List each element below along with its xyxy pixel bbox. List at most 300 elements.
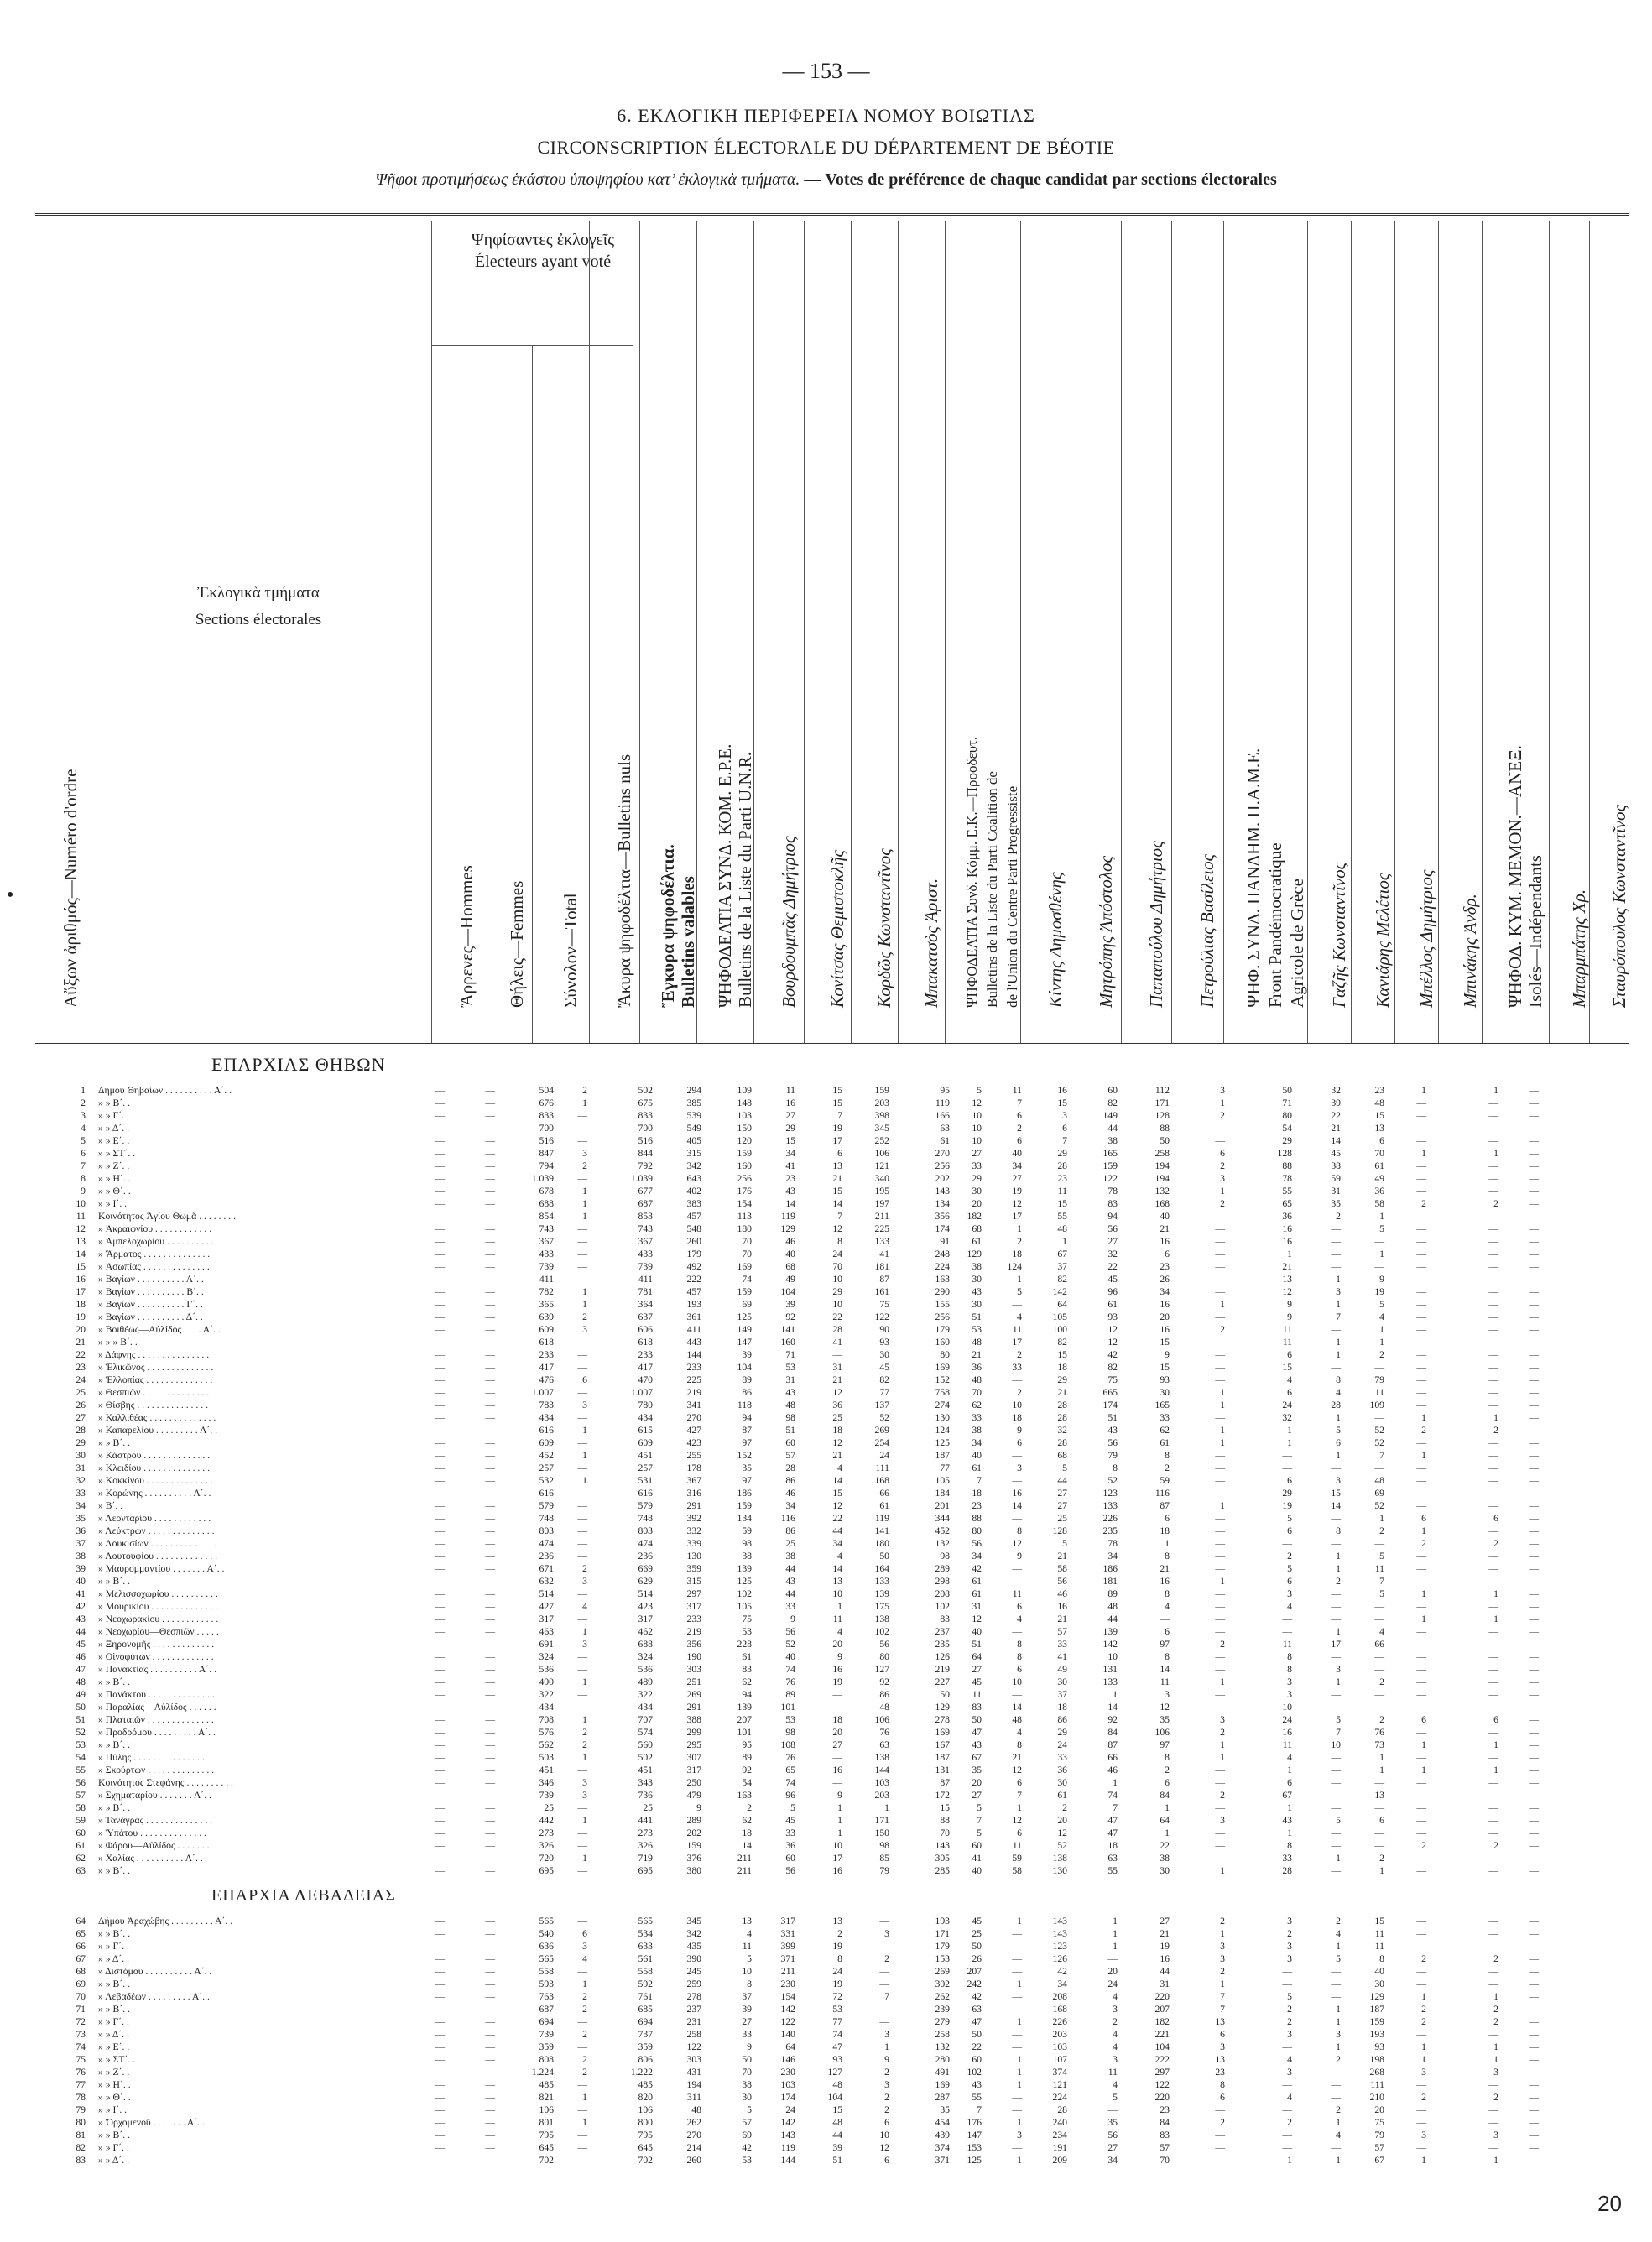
cell-cand-11: 3 [1336, 1664, 1341, 1675]
table-row [35, 1097, 1629, 1109]
cell-cand-7: 21 [1057, 1387, 1067, 1398]
cell-null: — [577, 1349, 587, 1360]
cell-cand-3: 16 [832, 1765, 842, 1775]
cell-cand-11: — [1331, 1614, 1341, 1624]
cell-null: 1 [582, 1198, 587, 1209]
cell-men: — [435, 1651, 445, 1662]
cell-cand-6: 12 [1012, 1765, 1022, 1775]
cell-cand-6: — [1012, 1299, 1022, 1310]
cell-erec: 345 [686, 1915, 701, 1927]
cell-independents: — [1416, 1853, 1426, 1864]
cell-total: 411 [539, 1274, 554, 1285]
cell-valid: 645 [638, 2141, 653, 2153]
cell-cand-11: 4 [1336, 1927, 1341, 1939]
cell-erec: 294 [686, 1085, 701, 1096]
cell-cand-2: 34 [785, 1500, 795, 1511]
cell-cand-10: 50 [1282, 1085, 1292, 1096]
section-name: » » Η΄. . [98, 1173, 131, 1184]
cell-independents: 2 [1421, 1198, 1426, 1209]
cell-cand-10: 16 [1282, 1223, 1292, 1234]
cell-cand-3: 27 [832, 1739, 842, 1750]
cell-men: — [435, 1765, 445, 1775]
table-row [35, 1235, 1629, 1248]
cell-pame: 23 [1160, 2104, 1170, 2115]
cell-cand-10: 6 [1287, 1777, 1292, 1788]
cell-cand-12: — [1374, 1261, 1384, 1272]
cell-women: — [485, 2028, 495, 2040]
cell-men: — [435, 1173, 445, 1184]
cell-cand-10: 15 [1282, 1362, 1292, 1373]
section-name: » Δάφνης . . . . . . . . . . . . . . . [98, 1349, 210, 1360]
cell-women: — [485, 1702, 495, 1713]
cell-cand-3: 4 [837, 1551, 842, 1562]
cell-pame: 8 [1165, 1752, 1170, 1763]
cell-null: — [577, 1965, 587, 1977]
cell-cand-7: 48 [1057, 1223, 1067, 1234]
cell-cand-3: 16 [832, 1664, 842, 1675]
cell-cand-4: 175 [874, 1601, 889, 1612]
cell-cand-9: — [1215, 1588, 1225, 1599]
subtitle-french: — Votes de préférence de chaque candidat par sections électorales [804, 170, 1277, 189]
cell-cand-5: 61 [972, 1463, 982, 1473]
cell-cand-11: 1 [1336, 1853, 1341, 1864]
cell-erec: 342 [686, 1160, 701, 1171]
cell-women: — [485, 1135, 495, 1146]
cell-cand-6: 2 [1017, 1387, 1022, 1398]
cell-valid: 364 [638, 1299, 653, 1310]
cell-independents: — [1416, 1160, 1426, 1171]
row-number: 41 [76, 1588, 86, 1599]
cell-cand-4: 93 [879, 1337, 889, 1348]
cell-cand-5: 63 [972, 2003, 982, 2015]
cell-cand-5: 27 [972, 1790, 982, 1801]
cell-cand-2: 65 [785, 1765, 795, 1775]
cell-pame: 1 [1165, 1827, 1170, 1838]
section-name: » Θεσπιῶν . . . . . . . . . . . . . . [98, 1387, 210, 1398]
cell-cand-6: — [1012, 1374, 1022, 1385]
cell-cand-9: — [1215, 1827, 1225, 1838]
cell-cand-6: 1 [1017, 2066, 1022, 2078]
row-number: 40 [76, 1576, 86, 1587]
cell-cand-13: 1 [1493, 2041, 1498, 2052]
cell-cand-3: 36 [832, 1400, 842, 1410]
cell-women: — [485, 1576, 495, 1587]
table-row [35, 1185, 1629, 1197]
cell-cand-11: 31 [1331, 1186, 1341, 1197]
cell-cand-10: 6 [1287, 1349, 1292, 1360]
cell-cand-6: — [1012, 1626, 1022, 1637]
cell-total: 821 [539, 2091, 554, 2103]
cell-cand-11: 1 [1336, 1274, 1341, 1285]
cell-valid: 367 [638, 1236, 653, 1247]
cell-cand-6: 18 [1012, 1412, 1022, 1423]
cell-cand-8: 94 [1107, 1211, 1118, 1222]
cell-men: — [435, 1211, 445, 1222]
cell-cand-3: 15 [832, 1488, 842, 1499]
cell-cand-5: 60 [972, 2053, 982, 2065]
cell-cand-10: 3 [1287, 1689, 1292, 1700]
section-name: » Οἰνοφύτων . . . . . . . . . . . . . [98, 1651, 214, 1662]
row-number: 32 [76, 1475, 86, 1486]
cell-cand-4: 225 [874, 1223, 889, 1234]
cell-cand-1: 4 [747, 1927, 752, 1939]
cell-cand-13: 2 [1493, 1840, 1498, 1851]
cell-valid: 669 [638, 1563, 653, 1574]
cell-cand-11: 8 [1336, 1374, 1341, 1385]
cell-total: 739 [539, 1261, 554, 1272]
cell-independents: 2 [1421, 2003, 1426, 2015]
cell-cand-2: 98 [785, 1412, 795, 1423]
cell-cand-13: — [1488, 1324, 1498, 1335]
cell-null: — [577, 1412, 587, 1423]
cell-cand-13: — [1488, 1777, 1498, 1788]
cell-cand-5: 34 [972, 1551, 982, 1562]
cell-women: — [485, 1727, 495, 1738]
cell-cand-8: 174 [1102, 1400, 1118, 1410]
cell-cand-7: 41 [1057, 1651, 1067, 1662]
cell-cand-7: 25 [1057, 1513, 1067, 1524]
cell-ek: 77 [940, 1463, 950, 1473]
cell-null: 2 [582, 1563, 587, 1574]
cell-cand-9: 2 [1220, 1110, 1225, 1121]
cell-cand-1: 228 [737, 1639, 752, 1650]
cell-cand-13: — [1488, 1752, 1498, 1763]
cell-cand-6: 1 [1017, 2116, 1022, 2128]
cell-cand-3: 19 [832, 1978, 842, 1989]
cell-cand-9: 1 [1220, 1425, 1225, 1436]
cell-ek: 35 [940, 2104, 950, 2115]
cell-null: — [577, 1915, 587, 1927]
cell-valid: 489 [638, 1676, 653, 1687]
cell-cand-8: 4 [1113, 1990, 1118, 2002]
cell-cand-9: 3 [1220, 1815, 1225, 1826]
table-row [35, 1789, 1629, 1801]
cell-null: 1 [582, 1815, 587, 1826]
cell-cand-5: 27 [972, 1148, 982, 1159]
cell-total: 801 [539, 2116, 554, 2128]
cell-valid: 719 [638, 1853, 653, 1864]
cell-cand-1: 113 [737, 1211, 752, 1222]
cell-cand-4: 66 [879, 1488, 889, 1499]
cell-men: — [435, 1311, 445, 1322]
cell-cand-4: 3 [884, 2028, 889, 2040]
cell-men: — [435, 1236, 445, 1247]
cell-men: — [435, 1525, 445, 1536]
cell-women: — [485, 1211, 495, 1222]
cell-null: — [577, 1437, 587, 1448]
cell-cand-7: 138 [1052, 1853, 1067, 1864]
cell-cand-11: 3 [1336, 1286, 1341, 1297]
row-number: 47 [76, 1664, 86, 1675]
cell-cand-6: — [1012, 2104, 1022, 2115]
cell-cand-4: 2 [884, 2091, 889, 2103]
cell-cand-13: — [1488, 1186, 1498, 1197]
cell-cand-4: 133 [874, 1576, 889, 1587]
cell-cand-4: 197 [874, 1198, 889, 1209]
cell-cand-5: 5 [977, 1085, 982, 1096]
cell-cand-10: 16 [1282, 1236, 1292, 1247]
cell-erec: 315 [686, 1148, 701, 1159]
cell-cand-13: — [1488, 1299, 1498, 1310]
cell-cand-10: 6 [1287, 1576, 1292, 1587]
cell-cand-7: 29 [1057, 1148, 1067, 1159]
header-candidate-6: Μητρόπης Ἀπόστολος [1071, 221, 1122, 1043]
cell-cand-2: 60 [785, 1437, 795, 1448]
cell-erec: 295 [686, 1739, 701, 1750]
cell-pame: 6 [1165, 1626, 1170, 1637]
cell-cand-5: 55 [972, 2091, 982, 2103]
cell-cand-8: 20 [1107, 1965, 1118, 1977]
cell-cand-2: 43 [785, 1576, 795, 1587]
row-number: 83 [76, 2154, 86, 2166]
cell-cand-5: 7 [977, 2104, 982, 2115]
cell-cand-1: 186 [737, 1488, 752, 1499]
cell-cand-10: 1 [1287, 1765, 1292, 1775]
cell-valid: 853 [638, 1211, 653, 1222]
cell-cand-4: 161 [874, 1286, 889, 1297]
cell-null: 1 [582, 1299, 587, 1310]
cell-cand-12: 129 [1369, 1990, 1384, 2002]
row-number: 26 [76, 1400, 86, 1410]
cell-cand-11: 21 [1331, 1123, 1341, 1134]
header-independents: ΨΗΦΟΔ. ΚΥΜ. ΜΕΜΟΝ.—ΑΝΕΞ. Isolés—Indépendants [1482, 221, 1550, 1043]
cell-cand-10: 6 [1287, 1387, 1292, 1398]
cell-cand-13: — [1488, 1551, 1498, 1562]
cell-cand-14: — [1529, 1475, 1539, 1486]
cell-erec: 457 [686, 1286, 701, 1297]
cell-independents: — [1416, 1601, 1426, 1612]
cell-cand-4: 6 [884, 2116, 889, 2128]
cell-cand-3: 10 [832, 1274, 842, 1285]
cell-cand-13: — [1488, 1349, 1498, 1360]
cell-cand-7: 49 [1057, 1664, 1067, 1675]
cell-women: — [485, 1827, 495, 1838]
cell-cand-8: 46 [1107, 1765, 1118, 1775]
cell-cand-7: 33 [1057, 1752, 1067, 1763]
cell-independents: — [1416, 1978, 1426, 1989]
section-name: » Ἀμπελοχωρίου . . . . . . . . . . [98, 1236, 214, 1247]
cell-cand-7: 30 [1057, 1676, 1067, 1687]
cell-pame: 297 [1154, 2066, 1170, 2078]
section-name: » Νεοχωρίου—Θεσπιῶν . . . . . [98, 1626, 219, 1637]
cell-independents: — [1416, 1827, 1426, 1838]
cell-total: 645 [539, 2141, 554, 2153]
cell-cand-14: — [1529, 1425, 1539, 1436]
cell-valid: 687 [638, 1198, 653, 1209]
cell-cand-7: 18 [1057, 1702, 1067, 1713]
cell-men: — [435, 1576, 445, 1587]
cell-valid: 565 [638, 1915, 653, 1927]
row-number: 81 [76, 2129, 86, 2140]
cell-cand-13: — [1488, 1211, 1498, 1222]
cell-cand-9: 1 [1220, 1927, 1225, 1939]
row-number: 61 [76, 1840, 86, 1851]
row-number: 35 [76, 1513, 86, 1524]
cell-valid: 257 [638, 1463, 653, 1473]
cell-cand-7: 32 [1057, 1425, 1067, 1436]
cell-cand-10: 4 [1287, 1374, 1292, 1385]
cell-cand-8: 38 [1107, 1135, 1118, 1146]
table-row [35, 1374, 1629, 1386]
section-name: » » Θ΄. . [98, 2091, 131, 2103]
cell-cand-4: — [879, 1940, 889, 1952]
header-candidate-9: Γαζῆς Κωνσταντῖνος [1307, 221, 1352, 1043]
cell-cand-8: 3 [1113, 2053, 1118, 2065]
cell-valid: 317 [638, 1614, 653, 1624]
cell-cand-9: 2 [1220, 1727, 1225, 1738]
cell-cand-5: 23 [972, 1500, 982, 1511]
cell-cand-11: 3 [1336, 2028, 1341, 2040]
cell-cand-14: — [1529, 2078, 1539, 2090]
cell-independents: — [1416, 1664, 1426, 1675]
table-row [35, 1499, 1629, 1512]
cell-cand-3: 15 [832, 1186, 842, 1197]
cell-total: 795 [539, 2129, 554, 2140]
table-row [35, 1160, 1629, 1172]
cell-cand-12: 7 [1379, 1450, 1384, 1461]
cell-women: — [485, 1765, 495, 1775]
cell-valid: 781 [638, 1286, 653, 1297]
cell-valid: 25 [643, 1802, 653, 1813]
cell-cand-8: 123 [1102, 1488, 1118, 1499]
cell-cand-9: 2 [1220, 1198, 1225, 1209]
cell-independents: 3 [1421, 2066, 1426, 2078]
row-number: 9 [81, 1186, 86, 1197]
table-row [35, 1436, 1629, 1449]
cell-erec: 342 [686, 1927, 701, 1939]
cell-valid: 803 [638, 1525, 653, 1536]
cell-women: — [485, 1374, 495, 1385]
cell-ek: 184 [935, 1488, 950, 1499]
cell-cand-7: 67 [1057, 1249, 1067, 1259]
cell-cand-12: — [1374, 1702, 1384, 1713]
cell-cand-9: — [1215, 1211, 1225, 1222]
cell-cand-3: 17 [832, 1853, 842, 1864]
cell-men: — [435, 1927, 445, 1939]
cell-cand-12: 198 [1369, 2053, 1384, 2065]
cell-valid: 592 [638, 1978, 653, 1989]
table-row [35, 1449, 1629, 1462]
cell-cand-8: 35 [1107, 2116, 1118, 2128]
cell-ek: 87 [940, 1777, 950, 1788]
cell-ek: 130 [935, 1412, 950, 1423]
cell-cand-4: 41 [879, 1249, 889, 1259]
cell-cand-12: 11 [1374, 1927, 1384, 1939]
cell-pame: 258 [1154, 1148, 1170, 1159]
cell-cand-14: — [1529, 1387, 1539, 1398]
header-women: Θήλεις—Femmes [482, 345, 533, 1043]
cell-cand-10: 2 [1287, 1551, 1292, 1562]
cell-cand-4: 7 [884, 1990, 889, 2002]
cell-cand-6: — [1012, 1689, 1022, 1700]
cell-cand-13: — [1488, 1689, 1498, 1700]
cell-ek: 256 [935, 1311, 950, 1322]
cell-ek: 134 [935, 1198, 950, 1209]
cell-independents: 6 [1421, 1714, 1426, 1725]
cell-erec: 297 [686, 1588, 701, 1599]
cell-cand-7: 226 [1052, 2015, 1067, 2027]
cell-cand-2: 86 [785, 1475, 795, 1486]
cell-cand-1: 62 [742, 1676, 752, 1687]
cell-women: — [485, 1840, 495, 1851]
cell-erec: 317 [686, 1601, 701, 1612]
cell-women: — [485, 1286, 495, 1297]
cell-cand-3: 17 [832, 1135, 842, 1146]
cell-cand-6: 5 [1017, 1286, 1022, 1297]
cell-total: 803 [539, 1525, 554, 1536]
cell-cand-14: — [1529, 1714, 1539, 1725]
cell-cand-10: 32 [1282, 1412, 1292, 1423]
section-name: » Λεονταρίου . . . . . . . . . . . . [98, 1513, 211, 1524]
cell-cand-5: 102 [967, 2066, 982, 2078]
cell-independents: 1 [1421, 1450, 1426, 1461]
section-name: » Πύλης . . . . . . . . . . . . . . . [98, 1752, 205, 1763]
cell-cand-10: 2 [1287, 2015, 1292, 2027]
cell-valid: 516 [638, 1135, 653, 1146]
cell-cand-10: 21 [1282, 1261, 1292, 1272]
cell-null: — [577, 2041, 587, 2052]
cell-cand-8: 52 [1107, 1475, 1118, 1486]
cell-valid: 359 [638, 2041, 653, 2052]
cell-cand-13: — [1488, 1488, 1498, 1499]
cell-independents: — [1416, 1123, 1426, 1134]
cell-cand-12: 13 [1374, 1123, 1384, 1134]
cell-cand-10: 28 [1282, 1865, 1292, 1876]
header-pame: ΨΗΦ. ΣΥΝΔ. ΠΑΝΔΗΜ. Π.Α.Μ.Ε. Front Pandémocratique Agricole de Grèce [1223, 221, 1308, 1043]
cell-women: — [485, 1186, 495, 1197]
cell-independents: — [1416, 2078, 1426, 2090]
cell-cand-11: — [1331, 1538, 1341, 1549]
cell-men: — [435, 2078, 445, 2090]
cell-total: 1.224 [531, 2066, 554, 2078]
cell-independents: — [1416, 1777, 1426, 1788]
section-name: » Βοιθέως—Αὐλίδος . . . . Α΄. . [98, 1324, 221, 1335]
cell-cand-1: 149 [737, 1324, 752, 1335]
cell-women: — [485, 1927, 495, 1939]
cell-cand-1: 105 [737, 1601, 752, 1612]
cell-cand-1: 10 [742, 1965, 752, 1977]
section-name: » Ἑλλοπίας . . . . . . . . . . . . . . [98, 1374, 213, 1385]
cell-cand-6: 1 [1017, 1915, 1022, 1927]
cell-cand-5: 67 [972, 1752, 982, 1763]
cell-pame: 18 [1160, 1525, 1170, 1536]
cell-cand-3: 1 [837, 1802, 842, 1813]
cell-total: 695 [539, 1865, 554, 1876]
cell-men: — [435, 1450, 445, 1461]
cell-null: 1 [582, 1752, 587, 1763]
cell-cand-4: 10 [879, 2129, 889, 2140]
cell-cand-10: 8 [1287, 1664, 1292, 1675]
cell-null: 2 [582, 2053, 587, 2065]
cell-cand-11: — [1331, 1463, 1341, 1473]
section-name: » » Ι΄. . [98, 1198, 128, 1209]
cell-men: — [435, 1676, 445, 1687]
cell-men: — [435, 1513, 445, 1524]
section-name: Δήμου Θηβαίων . . . . . . . . . . Α΄. . [98, 1085, 232, 1096]
cell-cand-10: 80 [1282, 1110, 1292, 1121]
cell-cand-3: 1 [837, 1827, 842, 1838]
cell-cand-12: 9 [1379, 1274, 1384, 1285]
cell-cand-13: 2 [1493, 1953, 1498, 1964]
cell-ek: 280 [935, 2053, 950, 2065]
cell-ek: 129 [935, 1702, 950, 1713]
table-row [35, 1084, 1629, 1097]
cell-independents: — [1416, 1702, 1426, 1713]
cell-cand-10: 11 [1282, 1324, 1292, 1335]
section-name: » » Γ΄. . [98, 1110, 129, 1121]
cell-cand-4: — [879, 1915, 889, 1927]
cell-cand-6: 6 [1017, 1601, 1022, 1612]
